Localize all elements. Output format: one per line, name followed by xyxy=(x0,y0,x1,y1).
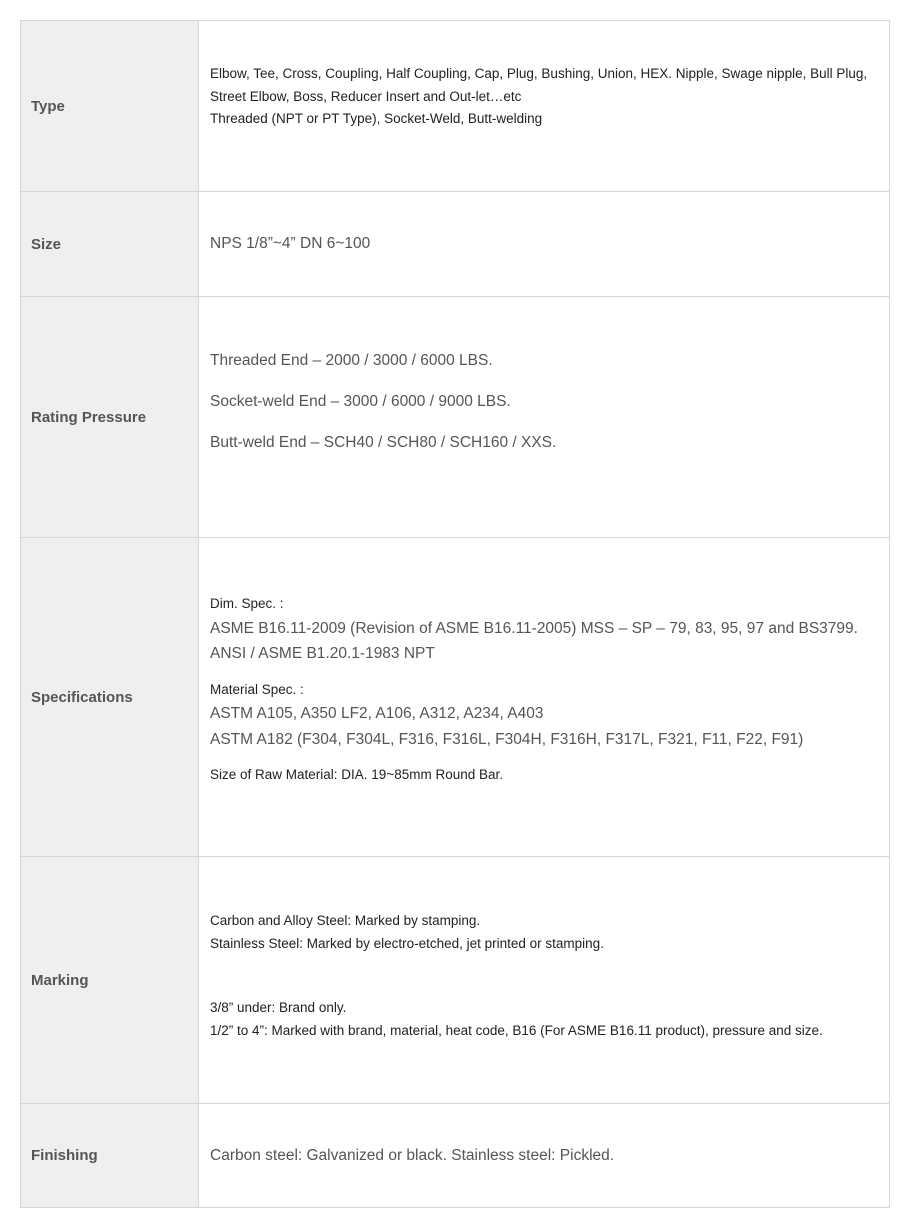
type-line: Street Elbow, Boss, Reducer Insert and Out-let…etc xyxy=(210,88,522,104)
dim-spec-line: ASME B16.11-2009 (Revision of ASME B16.11-2005) MSS – SP – 79, 83, 95, 97 and BS3799. xyxy=(210,619,858,637)
row-marking xyxy=(21,857,890,1104)
row-type xyxy=(21,21,890,192)
rating-line: Socket-weld End – 3000 / 6000 / 9000 LBS. xyxy=(210,393,511,410)
value-rating-pressure xyxy=(199,297,890,538)
type-line: Threaded (NPT or PT Type), Socket-Weld, Butt-welding xyxy=(210,111,543,126)
marking-line: 3/8” under: Brand only. xyxy=(210,1000,347,1015)
rating-line: Butt-weld End – SCH40 / SCH80 / SCH160 / XXS. xyxy=(210,434,557,451)
label-size: Size xyxy=(21,192,199,297)
dim-spec-line: ANSI / ASME B1.20.1-1983 NPT xyxy=(210,645,435,662)
material-spec-line: ASTM A105, A350 LF2, A106, A312, A234, A403 xyxy=(210,705,544,722)
label-marking: Marking xyxy=(21,857,199,1104)
type-line: Elbow, Tee, Cross, Coupling, Half Coupling, Cap, Plug, Bushing, Union, HEX. Nipple, Swage nipple, Bull Plug, xyxy=(210,66,868,81)
rating-line: Threaded End – 2000 / 3000 / 6000 LBS. xyxy=(210,352,493,369)
marking-line: Stainless Steel: Marked by electro-etched, jet printed or stamping. xyxy=(210,935,604,951)
row-specifications xyxy=(21,538,890,857)
marking-line: Carbon and Alloy Steel: Marked by stamping. xyxy=(210,913,481,928)
spec-table xyxy=(20,20,890,1208)
row-size xyxy=(21,192,890,297)
label-rating-pressure: Rating Pressure xyxy=(21,297,199,538)
label-specifications: Specifications xyxy=(21,538,199,857)
row-rating-pressure xyxy=(21,297,890,538)
material-spec-line: ASTM A182 (F304, F304L, F316, F316L, F304H, F316H, F317L, F321, F11, F22, F91) xyxy=(210,730,804,748)
value-marking xyxy=(199,857,890,1104)
row-finishing xyxy=(21,1104,890,1208)
material-spec-heading: Material Spec. : xyxy=(210,681,304,697)
dim-spec-heading: Dim. Spec. : xyxy=(210,596,284,611)
marking-line: 1/2” to 4”: Marked with brand, material, heat code, B16 (For ASME B16.11 product), pressure and size. xyxy=(210,1022,823,1038)
label-type: Type xyxy=(21,21,199,192)
value-finishing xyxy=(199,1104,890,1208)
value-size xyxy=(199,192,890,297)
value-type xyxy=(199,21,890,192)
raw-material-line: Size of Raw Material: DIA. 19~85mm Round Bar. xyxy=(210,767,504,782)
value-specifications xyxy=(199,538,890,857)
finishing-value: Carbon steel: Galvanized or black. Stainless steel: Pickled. xyxy=(210,1146,615,1164)
label-finishing: Finishing xyxy=(21,1104,199,1208)
size-value: NPS 1/8”~4” DN 6~100 xyxy=(210,235,371,253)
